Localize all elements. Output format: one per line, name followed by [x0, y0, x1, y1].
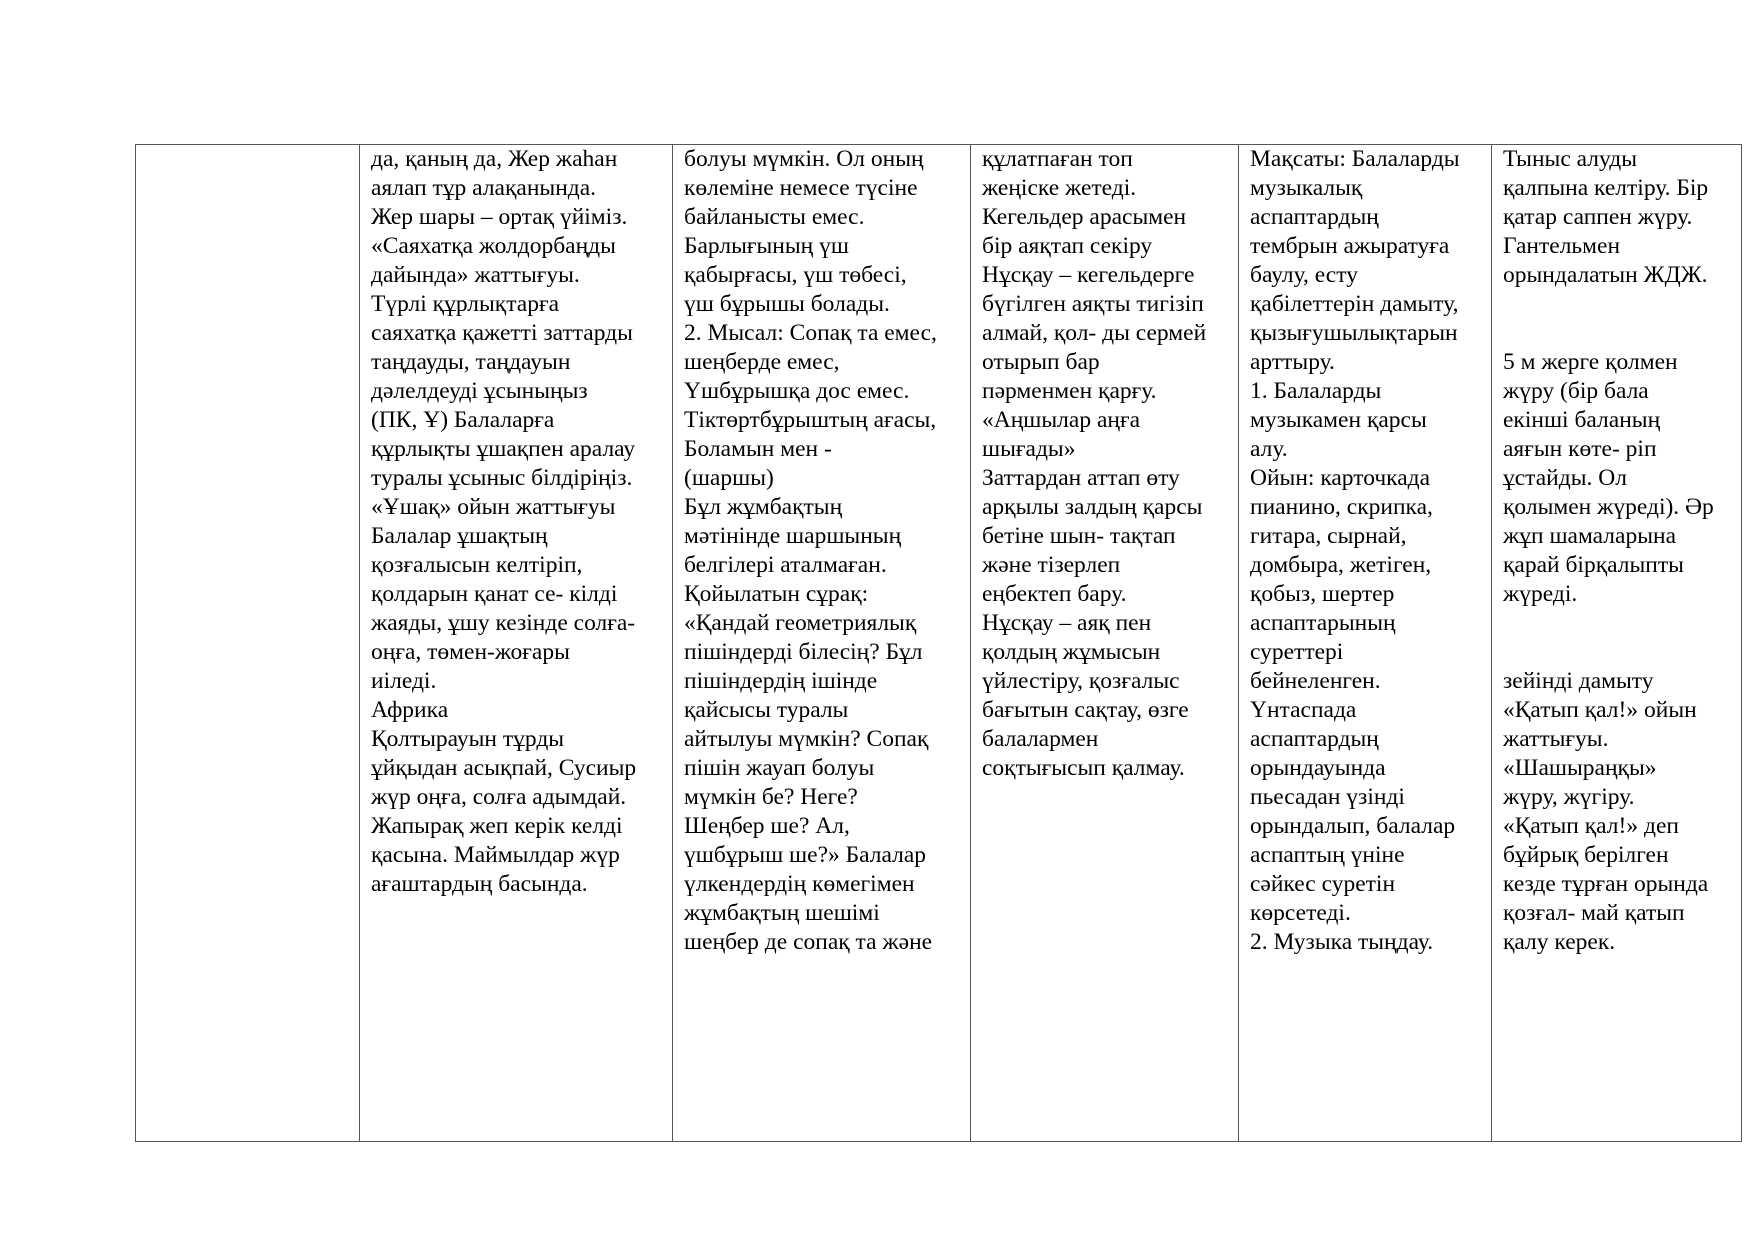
cell-text-line: «Қатып қал!» ойын: [1503, 697, 1697, 723]
cell-text-line: көрсетеді.: [1250, 900, 1351, 926]
cell-text-line: алу.: [1250, 436, 1288, 462]
cell-text-line: бүгілген аяқты тигізіп: [982, 291, 1204, 317]
cell-text-line: балалармен: [982, 726, 1099, 752]
cell-text-line: Шеңбер ше? Ал,: [684, 813, 850, 839]
cell-text-line: Кегельдер арасымен: [982, 204, 1187, 230]
cell-text-line: Үнтаспада: [1250, 697, 1357, 723]
cell-text-line: қатар саппен жүру.: [1503, 204, 1693, 230]
cell-text-line: жүреді.: [1503, 581, 1578, 607]
cell-text-line: ұстайды. Ол: [1503, 465, 1627, 491]
cell-text-line: 2. Мысал: Сопақ та емес,: [684, 320, 937, 346]
cell-text-line: [1503, 609, 1741, 638]
table-cell-col-1: [136, 145, 360, 1142]
cell-text-line: баулу, есту: [1250, 262, 1358, 288]
cell-text-line: аяғын көте- ріп: [1503, 436, 1657, 462]
cell-text-line: айтылуы мүмкін? Сопақ: [684, 726, 929, 752]
cell-text-line: бетіне шын- тақтап: [982, 523, 1176, 549]
cell-text-line: Қойылатын сұрақ:: [684, 581, 869, 607]
table-cell-col-2: [360, 145, 673, 1142]
cell-text-line: жұмбақтың шешімі: [684, 900, 880, 926]
cell-text-line: үш бұрышы болады.: [684, 291, 890, 317]
cell-text-line: Барлығының үш: [684, 233, 849, 259]
cell-text-line: зейінді дамыту: [1503, 668, 1654, 694]
cell-text-line: пьесадан үзінді: [1250, 784, 1405, 810]
cell-text-line: «Қатып қал!» деп: [1503, 813, 1679, 839]
cell-text-line: пианино, скрипка,: [1250, 494, 1433, 520]
cell-text-line: «Шашыраңқы»: [1503, 755, 1657, 781]
cell-text-line: аялап тұр алақанында.: [371, 175, 597, 201]
cell-text-line: отырып бар: [982, 349, 1100, 375]
cell-text-line: арттыру.: [1250, 349, 1335, 375]
cell-text-line: туралы ұсыныс білдіріңіз.: [371, 465, 633, 491]
cell-text-line: үшбұрыш ше?» Балалар: [684, 842, 927, 868]
cell-text-line: суреттері: [1250, 639, 1344, 665]
cell-text-line: «Аңшылар аңға: [982, 407, 1141, 433]
cell-text-line: иіледі.: [371, 668, 437, 694]
cell-text-line: екінші баланың: [1503, 407, 1661, 433]
cell-text-line: домбыра, жетіген,: [1250, 552, 1432, 578]
cell-text-line: [1503, 638, 1741, 667]
cell-text-line: гитара, сырнай,: [1250, 523, 1407, 549]
cell-text-line: мәтінінде шаршының: [684, 523, 902, 549]
cell-text-line: қарай бірқалыпты: [1503, 552, 1684, 578]
cell-text-line: пішіндердің ішінде: [684, 668, 878, 694]
cell-text-line: Қолтырауын тұрды: [371, 726, 565, 752]
cell-text-line: қайсысы туралы: [684, 697, 849, 723]
cell-text-line: Үшбұрышқа дос емес.: [684, 378, 910, 404]
cell-text-line: алмай, қол- ды сермей: [982, 320, 1207, 346]
cell-text-line: аспаптардың: [1250, 204, 1379, 230]
cell-text-line: Нұсқау – кегельдерге: [982, 262, 1195, 288]
cell-text-line: Тіктөртбұрыштың ағасы,: [684, 407, 937, 433]
cell-text-line: жүр оңға, солға адымдай.: [371, 784, 627, 810]
cell-text-line: жүру (бір бала: [1503, 378, 1649, 404]
cell-text-line: жеңіске жетеді.: [982, 175, 1137, 201]
cell-text-line: дәлелдеуді ұсыныңыз: [371, 378, 588, 404]
cell-text-line: 2. Музыка тыңдау.: [1250, 929, 1434, 955]
cell-text-line: [1503, 319, 1741, 348]
cell-text-line: бір аяқтап секіру: [982, 233, 1153, 259]
cell-text-line: шығады»: [982, 436, 1076, 462]
cell-text-line: музыкамен қарсы: [1250, 407, 1427, 433]
cell-text-line: тембрын ажыратуға: [1250, 233, 1450, 259]
cell-text-line: бейнеленген.: [1250, 668, 1381, 694]
cell-text-line: және тізерлеп: [982, 552, 1121, 578]
cell-text-line: аспаптардың: [1250, 726, 1379, 752]
cell-text-line: көлеміне немесе түсіне: [684, 175, 918, 201]
cell-text-line: құлатпаған топ: [982, 146, 1133, 172]
cell-text-line: «Ұшақ» ойын жаттығуы: [371, 494, 616, 520]
cell-text-line: Балалар ұшақтың: [371, 523, 548, 549]
cell-text-line: жүру, жүгіру.: [1503, 784, 1635, 810]
cell-text-line: кезде тұрған орында: [1503, 871, 1709, 897]
cell-text-line: ағаштардың басында.: [371, 871, 588, 897]
cell-text-line: Жапырақ жеп керік келді: [371, 813, 623, 839]
cell-text-line: болуы мүмкін. Ол оның: [684, 146, 924, 172]
cell-text-line: оңға, төмен-жоғары: [371, 639, 570, 665]
table-cell-col-3: [673, 145, 971, 1142]
cell-text-line: Нұсқау – аяқ пен: [982, 610, 1152, 636]
cell-text-line: орындалатын ЖДЖ.: [1503, 262, 1708, 288]
cell-text-line: қозғал- май қатып: [1503, 900, 1685, 926]
cell-text-line: бағытын сақтау, өзге: [982, 697, 1189, 723]
cell-text-line: да, қаның да, Жер жаһан: [371, 146, 618, 172]
cell-text-line: Гантельмен: [1503, 233, 1621, 259]
cell-text-line: (ПК, Ұ) Балаларға: [371, 407, 555, 433]
cell-text-line: шеңберде емес,: [684, 349, 840, 375]
cell-text-line: қозғалысын келтіріп,: [371, 552, 583, 578]
cell-text-line: Ойын: карточкада: [1250, 465, 1431, 491]
cell-text-line: қолымен жүреді). Әр: [1503, 494, 1714, 520]
cell-text-line: дайында» жаттығуы.: [371, 262, 580, 288]
cell-text-line: қолдарын қанат се- кілді: [371, 581, 618, 607]
cell-text-line: ұйқыдан асықпай, Сусиыр: [371, 755, 637, 781]
cell-text-line: Африка: [371, 697, 449, 723]
cell-text-line: 5 м жерге қолмен: [1503, 349, 1678, 375]
cell-text-line: таңдауды, таңдауын: [371, 349, 571, 375]
cell-text-line: орындалып, балалар: [1250, 813, 1456, 839]
table-cell-col-5: [1239, 145, 1492, 1142]
cell-text-line: пішіндерді білесің? Бұл: [684, 639, 923, 665]
cell-text-line: жаяды, ұшу кезінде солға-: [371, 610, 636, 636]
cell-text-line: [1503, 290, 1741, 319]
cell-text-line: үйлестіру, қозғалыс: [982, 668, 1180, 694]
cell-text-line: аспаптың үніне: [1250, 842, 1405, 868]
cell-text-line: аспаптарының: [1250, 610, 1396, 636]
cell-text-line: Боламын мен -: [684, 436, 832, 462]
cell-text-line: арқылы залдың қарсы: [982, 494, 1203, 520]
cell-text-line: Жер шары – ортақ үйіміз.: [371, 204, 628, 230]
cell-text-line: үлкендердің көмегімен: [684, 871, 915, 897]
cell-text-line: пәрменмен қарғу.: [982, 378, 1157, 404]
cell-text-line: қасына. Маймылдар жүр: [371, 842, 620, 868]
lesson-plan-table: [135, 144, 1742, 1142]
cell-text-line: байланысты емес.: [684, 204, 865, 230]
cell-text-line: қолдың жұмысын: [982, 639, 1161, 665]
cell-text-line: саяхатқа қажетті заттарды: [371, 320, 633, 346]
cell-text-line: қобыз, шертер: [1250, 581, 1395, 607]
cell-text-line: музыкалық: [1250, 175, 1363, 201]
cell-text-line: Мақсаты: Балаларды: [1250, 146, 1460, 172]
cell-text-line: «Саяхатқа жолдорбаңды: [371, 233, 616, 259]
table-row: [136, 145, 1742, 1142]
cell-text-line: «Қандай геометриялық: [684, 610, 917, 636]
cell-text-line: сәйкес суретін: [1250, 871, 1396, 897]
cell-text-line: Тыныс алуды: [1503, 146, 1638, 172]
cell-text-line: қабырғасы, үш төбесі,: [684, 262, 907, 288]
cell-text-line: Түрлі құрлықтарға: [371, 291, 560, 317]
cell-text-line: шеңбер де сопақ та және: [684, 929, 933, 955]
cell-text-line: қалпына келтіру. Бір: [1503, 175, 1709, 201]
cell-text-line: жұп шамаларына: [1503, 523, 1677, 549]
table-cell-col-4: [971, 145, 1239, 1142]
cell-text-line: құрлықты ұшақпен аралау: [371, 436, 636, 462]
cell-text-line: жаттығуы.: [1503, 726, 1609, 752]
cell-text-line: 1. Балаларды: [1250, 378, 1382, 404]
cell-text-line: мүмкін бе? Неге?: [684, 784, 858, 810]
cell-text-line: белгілері аталмаған.: [684, 552, 887, 578]
cell-text-line: Заттардан аттап өту: [982, 465, 1180, 491]
cell-text-line: қалу керек.: [1503, 929, 1616, 955]
cell-text-line: Бұл жұмбақтың: [684, 494, 843, 520]
table-cell-col-6: [1492, 145, 1742, 1142]
cell-text-line: еңбектеп бару.: [982, 581, 1127, 607]
cell-text-line: бұйрық берілген: [1503, 842, 1669, 868]
cell-text-line: қабілеттерін дамыту,: [1250, 291, 1459, 317]
cell-text-line: соқтығысып қалмау.: [982, 755, 1185, 781]
cell-text-line: (шаршы): [684, 465, 774, 491]
cell-text-line: орындауында: [1250, 755, 1386, 781]
cell-text-line: пішін жауап болуы: [684, 755, 875, 781]
cell-text-line: қызығушылықтарын: [1250, 320, 1458, 346]
